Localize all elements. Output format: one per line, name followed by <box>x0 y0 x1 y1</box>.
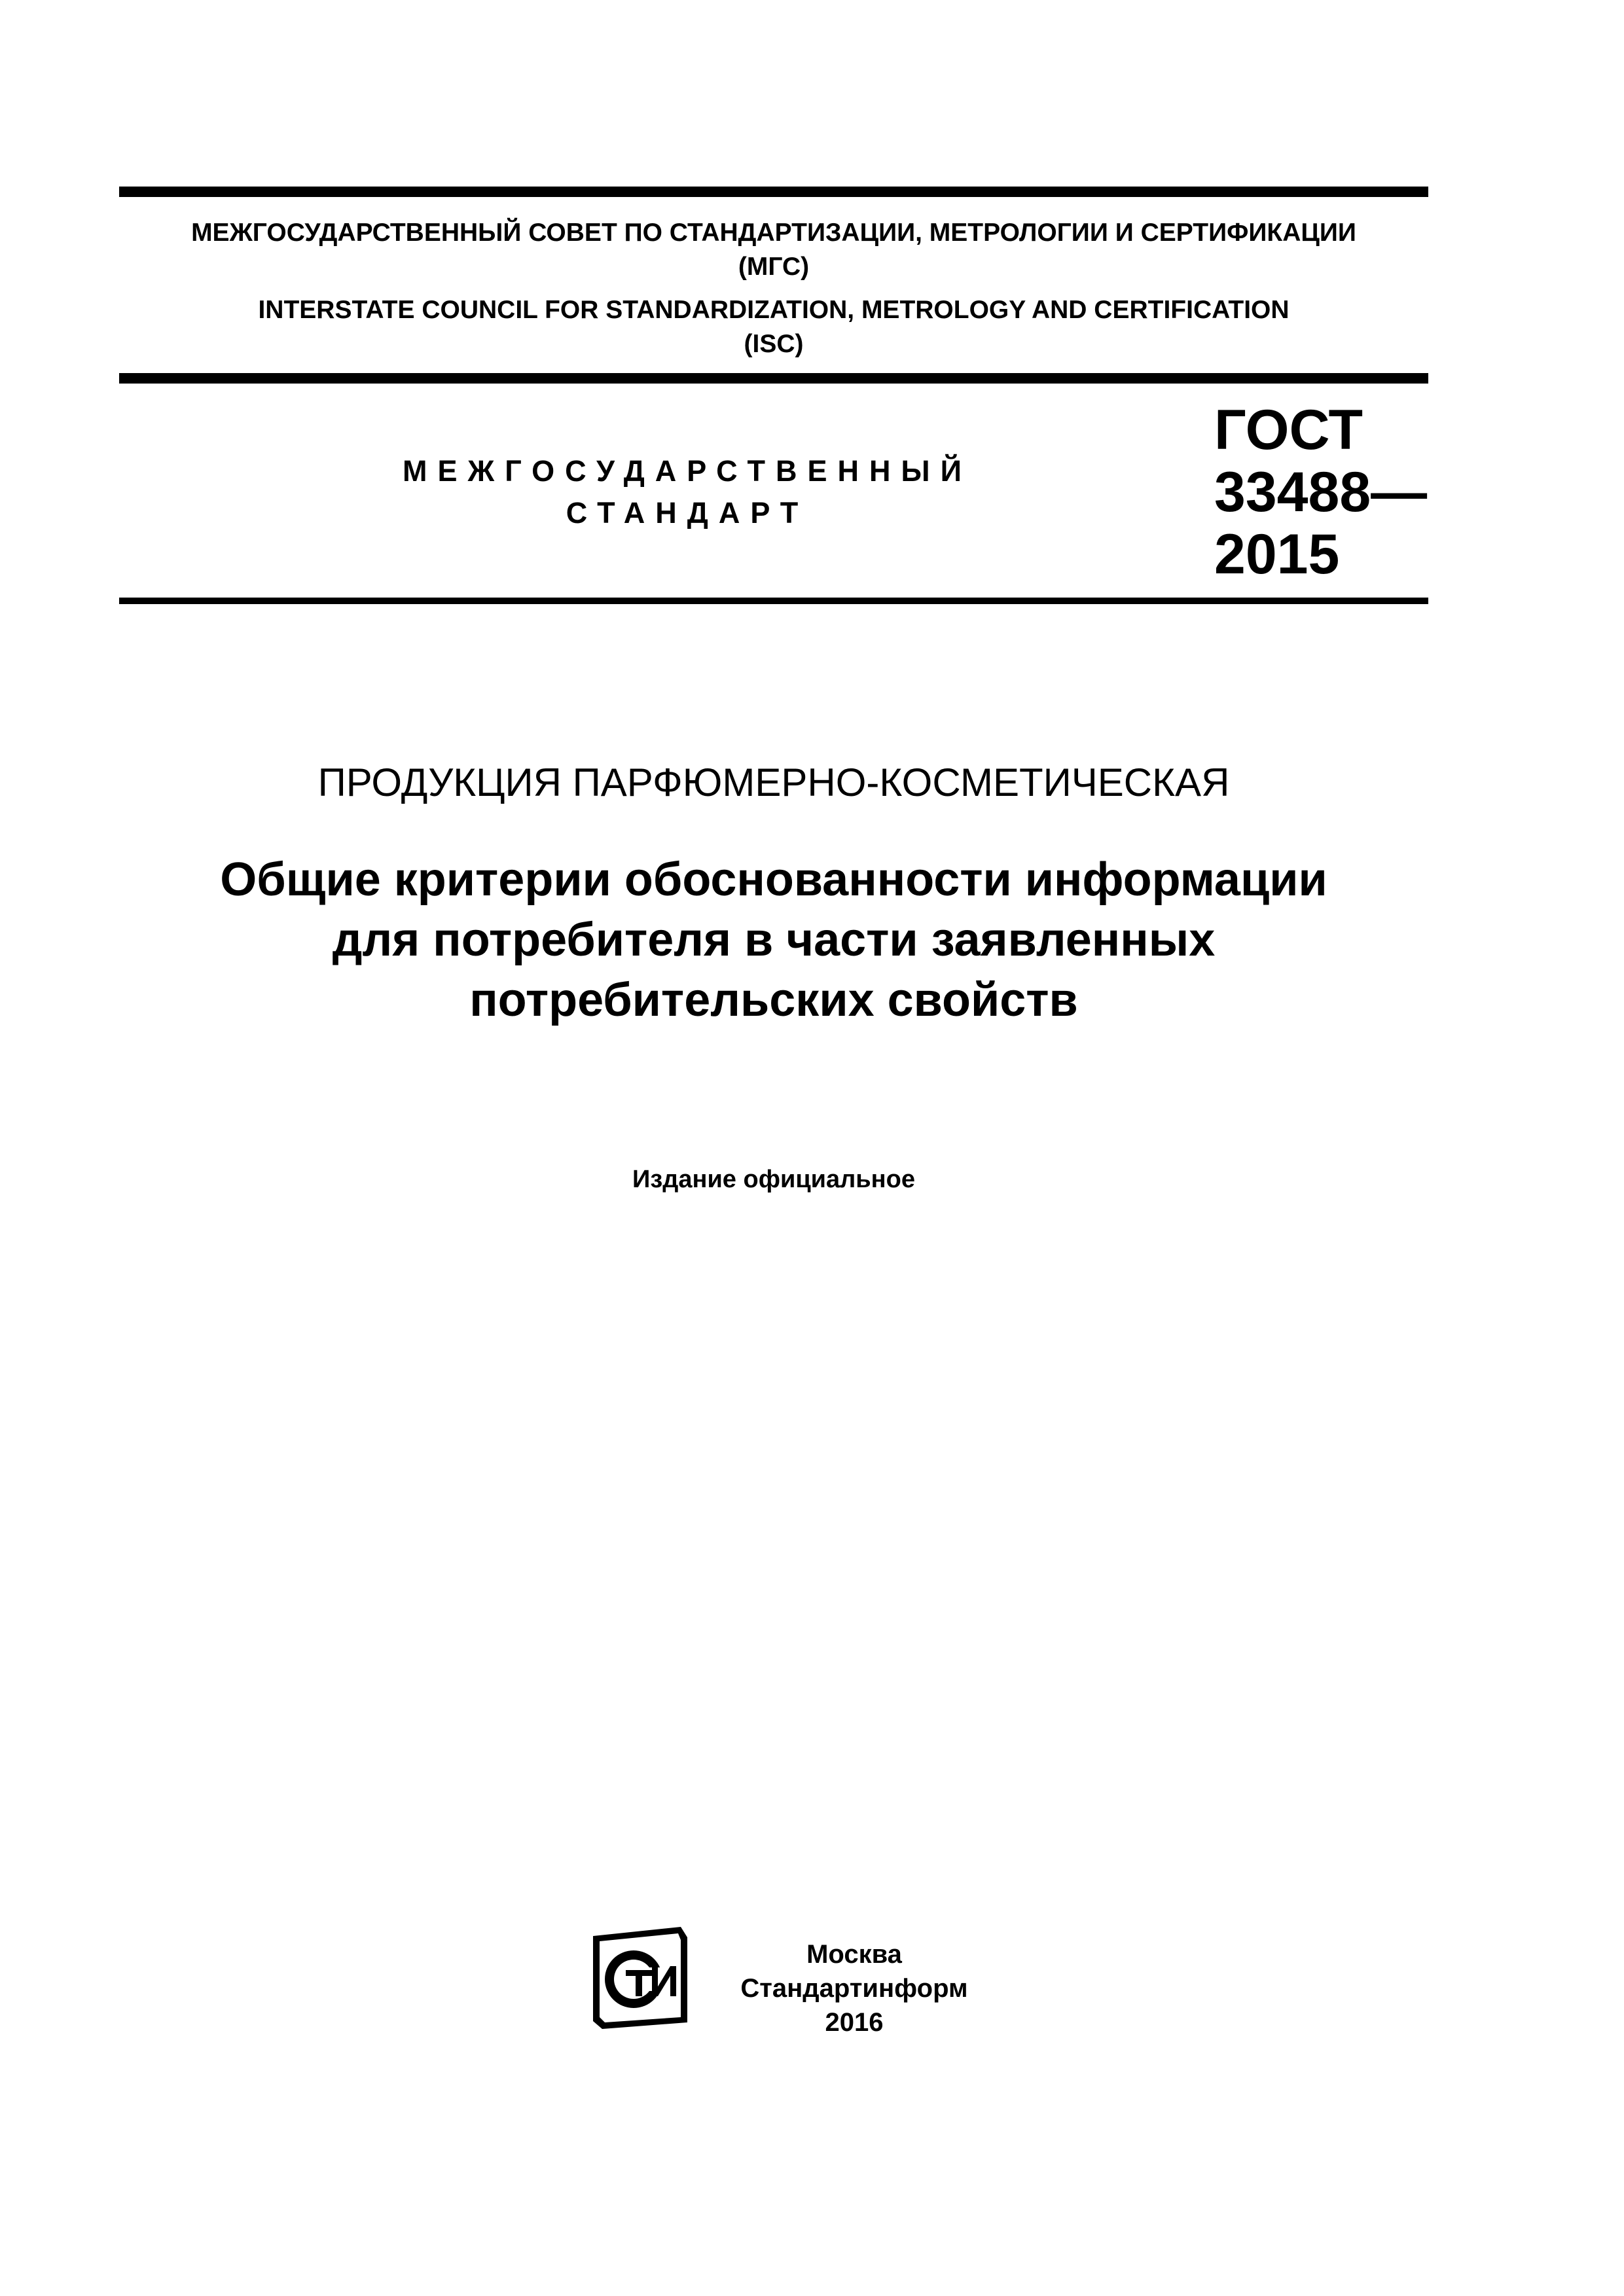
gost-year: 2015 <box>1214 523 1340 586</box>
standard-label <box>340 450 1034 534</box>
header-bottom-rule <box>119 373 1428 384</box>
document-subtitle <box>119 850 1428 1030</box>
standard-label-line2: СТАНДАРТ <box>566 496 809 529</box>
publisher-block <box>717 1937 992 2039</box>
edition-note: Издание официальное <box>632 1166 915 1193</box>
council-ru-block <box>119 216 1428 284</box>
publisher-city: Москва <box>806 1940 902 1969</box>
gost-number <box>1214 399 1427 586</box>
subtitle-line3: потребительских свойств <box>469 974 1078 1026</box>
product-title: ПРОДУКЦИЯ ПАРФЮМЕРНО-КОСМЕТИЧЕСКАЯ <box>317 761 1230 804</box>
council-en-block <box>119 293 1428 361</box>
council-ru-name: МЕЖГОСУДАРСТВЕННЫЙ СОВЕТ ПО СТАНДАРТИЗАЦИИ, МЕТРОЛОГИИ И СЕРТИФИКАЦИИ <box>191 219 1356 247</box>
publisher-name: Стандартинформ <box>740 1974 968 2003</box>
standartinform-logo-icon <box>589 1924 694 2032</box>
gost-code: 33488— <box>1214 461 1428 524</box>
top-rule <box>119 187 1428 197</box>
subtitle-line1: Общие критерии обоснованности информации <box>220 853 1327 906</box>
council-ru-abbr: (МГС) <box>738 253 810 281</box>
subtitle-line2: для потребителя в части заявленных <box>332 914 1216 966</box>
publisher-year: 2016 <box>825 2008 884 2037</box>
council-en-name: INTERSTATE COUNCIL FOR STANDARDIZATION, METROLOGY AND CERTIFICATION <box>258 296 1290 324</box>
standard-label-line1: МЕЖГОСУДАРСТВЕННЫЙ <box>403 454 972 488</box>
standard-bottom-rule <box>119 598 1428 604</box>
gost-prefix: ГОСТ <box>1214 399 1363 461</box>
council-en-abbr: (ISC) <box>744 330 804 358</box>
